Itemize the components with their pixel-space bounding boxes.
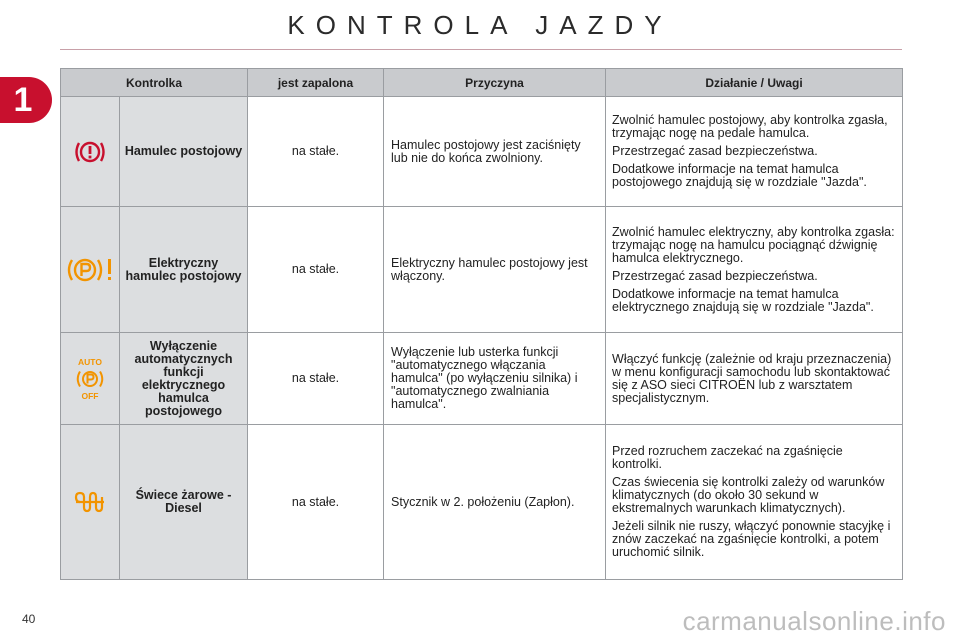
- table-row: [61, 97, 903, 207]
- light-action: [606, 97, 903, 207]
- light-name: Hamulec postojowy: [120, 97, 248, 207]
- icon-auto-label: AUTO: [78, 356, 102, 367]
- light-cause: Elektryczny hamulec postojowy jest włączony.: [384, 207, 606, 333]
- chapter-tab: 1: [0, 77, 52, 123]
- page-number: 40: [22, 612, 36, 626]
- table-header-row: [61, 69, 903, 97]
- light-state: na stałe.: [248, 97, 384, 207]
- light-name: Elektryczny hamulec postojowy: [120, 207, 248, 333]
- action-text: Przestrzegać zasad bezpieczeństwa.: [612, 268, 818, 283]
- light-cause: Wyłączenie lub usterka funkcji "automatycznego włączania hamulca" (po wyłączeniu silnika) i "automatycznego zwalniania hamulca".: [384, 333, 606, 425]
- action-text: Przestrzegać zasad bezpieczeństwa.: [612, 144, 818, 158]
- action-text: Zwolnić hamulec postojowy, aby kontrolka zgasła, trzymając nogę na pedale hamulca.: [612, 113, 888, 140]
- light-name: Wyłączenie automatycznych funkcji elektrycznego hamulca postojowego: [120, 333, 248, 425]
- icon-off-label: OFF: [81, 390, 99, 401]
- icon-cell: [61, 97, 120, 207]
- watermark: carmanualsonline.info: [682, 606, 946, 636]
- action-text: Jeżeli silnik nie ruszy, włączyć ponownie stacyjkę i znów zaczekać na zgaśnięcie kontrolki, a potem uruchomić silnik.: [612, 519, 891, 559]
- header-state: jest zapalona: [248, 69, 384, 97]
- page-title: KONTROLA JAZDY: [287, 10, 673, 40]
- warning-lights-table: [60, 68, 903, 580]
- action-text: Przed rozruchem zaczekać na zgaśnięcie kontrolki.: [612, 444, 843, 471]
- header-kontrolka: Kontrolka: [61, 69, 248, 97]
- light-cause: Hamulec postojowy jest zaciśnięty lub nie do końca zwolniony.: [384, 97, 606, 207]
- brake-warning-icon: [73, 139, 107, 165]
- table-row: [61, 333, 903, 425]
- light-action: [606, 425, 903, 580]
- light-action: [606, 333, 903, 425]
- action-text: Zwolnić hamulec elektryczny, aby kontrolka zgasła: trzymając nogę na hamulcu pociągnąć dźwignię hamulca elektrycznego.: [612, 224, 895, 265]
- electric-parking-brake-icon: [65, 255, 115, 285]
- light-state: na stałe.: [248, 207, 384, 333]
- action-text: Włączyć funkcję (zależnie od kraju przeznaczenia) w menu konfiguracji samochodu lub skontaktować się z ASO sieci CITROËN lub z warsztatem specjalistycznym.: [612, 351, 892, 405]
- icon-cell: [61, 207, 120, 333]
- light-cause: Stycznik w 2. położeniu (Zapłon).: [384, 425, 606, 580]
- action-text: Czas świecenia się kontrolki zależy od warunków klimatycznych (do około 30 sekund w ekstremalnych warunkach klimatycznych).: [612, 475, 885, 515]
- light-state: na stałe.: [248, 333, 384, 425]
- icon-cell: [61, 333, 120, 425]
- light-state: na stałe.: [248, 425, 384, 580]
- action-text: Dodatkowe informacje na temat hamulca elektrycznego znajdują się w rozdziale "Jazda".: [612, 286, 874, 314]
- table-row: [61, 207, 903, 333]
- title-divider: [60, 49, 902, 50]
- header-action: Działanie / Uwagi: [606, 69, 903, 97]
- auto-parking-brake-off-icon: [70, 357, 110, 401]
- light-name: Świece żarowe - Diesel: [120, 425, 248, 580]
- light-action: [606, 207, 903, 333]
- glow-plug-icon: [73, 491, 107, 513]
- header-cause: Przyczyna: [384, 69, 606, 97]
- action-text: Dodatkowe informacje na temat hamulca postojowego znajdują się w rozdziale "Jazda".: [612, 162, 867, 189]
- icon-cell: [61, 425, 120, 580]
- table-row: [61, 425, 903, 580]
